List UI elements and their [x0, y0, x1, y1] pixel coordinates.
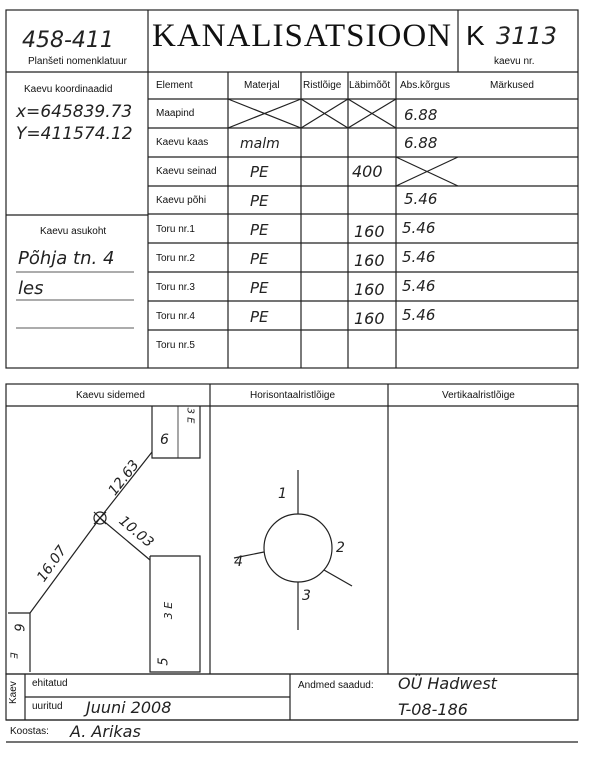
coordinate-y-value: 411574.12: [40, 124, 133, 144]
coordinate-x: [16, 102, 132, 122]
coordinate-x-prefix: x=: [16, 102, 41, 122]
row-element: Toru nr.4: [156, 311, 195, 322]
location-line-1: Põhja tn. 4: [18, 248, 115, 269]
pipe-label-4: 4: [234, 554, 243, 570]
author-label: Koostas:: [10, 726, 49, 737]
row-material: PE: [250, 192, 269, 210]
coordinate-y: [16, 124, 133, 144]
row-material: PE: [250, 250, 269, 268]
building-number-c: 5: [156, 657, 172, 666]
ties-label: Kaevu sidemed: [76, 390, 145, 401]
col-element-header: Element: [156, 80, 193, 91]
well-number: 3113: [496, 22, 558, 50]
row-material: PE: [250, 279, 269, 297]
row-material: malm: [240, 136, 280, 152]
row-element: Toru nr.3: [156, 282, 195, 293]
row-diameter: 160: [354, 251, 385, 270]
building-number-a: 6: [160, 432, 169, 448]
row-element: Maapind: [156, 108, 195, 119]
building-note-a: 3 E: [184, 407, 196, 424]
map-sheet-label: Planšeti nomenklatuur: [28, 56, 127, 67]
row-abs: 5.46: [404, 190, 438, 208]
col-cross-header: Ristlõige: [303, 80, 342, 91]
distance-label-3: 16.07: [33, 542, 71, 586]
row-material: PE: [250, 163, 269, 181]
row-diameter: 160: [354, 222, 385, 241]
location-line-2: les: [18, 278, 44, 299]
row-element: Kaevu põhi: [156, 195, 207, 206]
row-abs: 5.46: [402, 277, 436, 295]
pipe-label-1: 1: [278, 486, 287, 502]
row-abs: 5.46: [402, 248, 436, 266]
row-abs: 6.88: [404, 134, 438, 152]
author-value: A. Arikas: [70, 722, 141, 741]
row-element: Toru nr.1: [156, 224, 195, 235]
building-note-c: E: [7, 652, 19, 659]
row-material: PE: [250, 308, 269, 326]
coordinate-y-prefix: Y=: [16, 124, 41, 144]
data-source-label: Andmed saadud:: [298, 680, 374, 691]
page-title: KANALISATSIOON: [152, 18, 452, 54]
row-element: Toru nr.5: [156, 340, 195, 351]
col-material-header: Materjal: [244, 80, 280, 91]
data-source-value: OÜ Hadwest: [398, 674, 497, 693]
row-element: Toru nr.2: [156, 253, 195, 264]
row-element: Kaevu kaas: [156, 137, 209, 148]
built-label: ehitatud: [32, 678, 68, 689]
pipe-label-3: 3: [302, 588, 311, 604]
distance-label-2: 10.03: [115, 512, 157, 552]
row-abs: 5.46: [402, 219, 436, 237]
col-diameter-header: Läbimõõt: [349, 80, 391, 91]
row-element: Kaevu seinad: [156, 166, 217, 177]
surveyed-value: Juuni 2008: [86, 698, 172, 717]
pipe-label-2: 2: [336, 540, 345, 556]
row-diameter: 160: [354, 280, 385, 299]
well-letter: K: [466, 20, 485, 51]
well-side-label: Kaev: [8, 681, 19, 704]
row-abs: 5.46: [402, 306, 436, 324]
well-nr-label: kaevu nr.: [494, 56, 535, 67]
row-diameter: 160: [354, 309, 385, 328]
surveyed-label: uuritud: [32, 701, 63, 712]
row-material: PE: [250, 221, 269, 239]
col-notes-header: Märkused: [490, 80, 534, 91]
col-abs-header: Abs.kõrgus: [400, 80, 451, 91]
building-note-b: 3 E: [162, 601, 176, 620]
distance-label-1: 12.63: [105, 457, 143, 499]
coordinate-x-value: 645839.73: [40, 102, 133, 122]
map-sheet-value: 458-411: [22, 28, 114, 53]
data-source-code: T-08-186: [398, 700, 468, 719]
building-number-b: 6: [10, 623, 26, 632]
vertical-section-label: Vertikaalristlõige: [442, 390, 515, 401]
location-label: Kaevu asukoht: [40, 226, 107, 237]
coordinates-label: Kaevu koordinaadid: [24, 84, 113, 95]
horizontal-section-label: Horisontaalristlõige: [250, 390, 336, 401]
row-abs: 6.88: [404, 106, 438, 124]
row-diameter: 400: [352, 162, 383, 181]
